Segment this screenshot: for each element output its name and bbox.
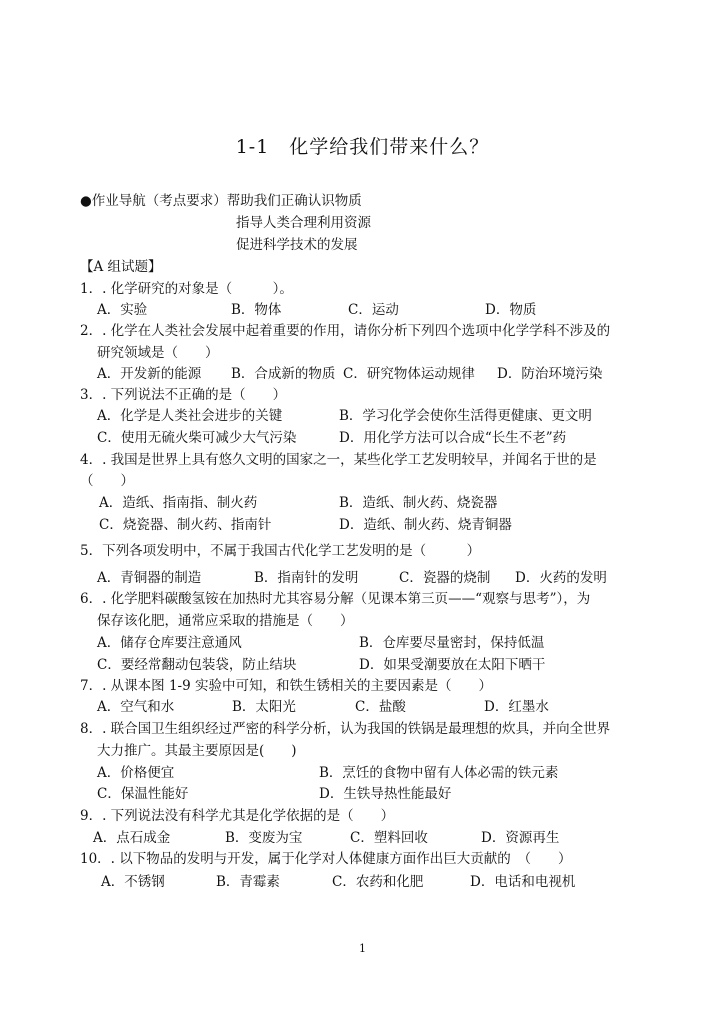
question-4-option-a: A．造纸、指南指、制火药 xyxy=(99,495,258,511)
question-7-option-b: B．太阳光 xyxy=(232,699,296,715)
question-8-stem: 8．. 联合国卫生组织经过严密的科学分析，认为我国的铁锅是最理想的炊具，并向全世界 xyxy=(80,721,611,737)
question-8-option-b: B．烹饪的食物中留有人体必需的铁元素 xyxy=(319,765,559,781)
question-9-option-c: C．塑料回收 xyxy=(350,830,428,846)
question-3-option-c: C．使用无硫火柴可减少大气污染 xyxy=(97,430,297,446)
question-6-option-c: C．要经常翻动包装袋，防止结块 xyxy=(97,657,297,673)
question-2-option-a: A．开发新的能源 xyxy=(97,366,202,382)
question-5-stem: 5．下列各项发明中，不属于我国古代化学工艺发明的是（ ） xyxy=(80,543,481,559)
question-1-option-d: D．物质 xyxy=(485,302,537,318)
question-2-option-c: C．研究物体运动规律 xyxy=(343,366,475,382)
group-a-heading: 【A 组试题】 xyxy=(80,259,162,275)
question-1-option-a: A．实验 xyxy=(97,302,148,318)
question-4-option-c: C．烧瓷器、制火药、指南针 xyxy=(99,517,272,533)
question-5-option-d: D．火药的发明 xyxy=(515,570,607,586)
question-5-option-c: C．瓷器的烧制 xyxy=(399,570,491,586)
question-5-option-b: B．指南针的发明 xyxy=(254,570,359,586)
question-4-option-d: D．造纸、制火药、烧青铜器 xyxy=(339,517,512,533)
question-9-option-d: D．资源再生 xyxy=(481,830,560,846)
question-8-option-c: C．保温性能好 xyxy=(97,786,189,802)
question-10-option-b: B．青霉素 xyxy=(216,874,280,890)
question-3-option-a: A．化学是人类社会进步的关键 xyxy=(97,408,283,424)
nav-line-1: ●作业导航（考点要求）帮助我们正确认识物质 xyxy=(80,193,362,209)
question-10-option-d: D．电话和电视机 xyxy=(470,874,576,890)
question-6-stem: 6．. 化学肥料碳酸氢铵在加热时尤其容易分解（见课本第三页——“观察与思考”），为 xyxy=(80,591,591,607)
question-9-option-b: B．变废为宝 xyxy=(225,830,303,846)
question-3-option-b: B．学习化学会使你生活得更健康、更文明 xyxy=(339,408,592,424)
question-2-stem: 2．. 化学在人类社会发展中起着重要的作用，请你分析下列四个选项中化学学科不涉及的 xyxy=(80,323,611,339)
question-9-option-a: A．点石成金 xyxy=(93,830,171,846)
question-7-option-d: D．红墨水 xyxy=(484,699,549,715)
question-3-stem: 3．. 下列说法不正确的是（ ） xyxy=(80,387,287,403)
question-7-option-a: A．空气和水 xyxy=(97,699,175,715)
question-8-stem-cont: 大力推广。其最主要原因是( ) xyxy=(97,743,297,759)
question-1-option-c: C．运动 xyxy=(348,302,399,318)
question-6-option-b: B．仓库要尽量密封，保持低温 xyxy=(359,635,545,651)
question-1-option-b: B．物体 xyxy=(231,302,282,318)
nav-line-2: 指导人类合理利用资源 xyxy=(236,215,371,231)
question-4-stem-cont: （ ） xyxy=(80,473,134,489)
question-6-stem-cont: 保存该化肥，通常应采取的措施是（ ） xyxy=(97,613,354,629)
question-1-stem: 1．. 化学研究的对象是（ ）。 xyxy=(80,281,293,297)
question-7-stem: 7．. 从课本图 1-9 实验中可知，和铁生锈相关的主要因素是（ ） xyxy=(80,678,492,694)
question-3-option-d: D．用化学方法可以合成“长生不老”药 xyxy=(339,430,567,446)
question-8-option-d: D．生铁导热性能最好 xyxy=(319,786,452,802)
question-6-option-d: D．如果受潮要放在太阳下晒干 xyxy=(359,657,546,673)
nav-line-3: 促进科学技术的发展 xyxy=(236,237,358,253)
question-4-stem: 4．. 我国是世界上具有悠久文明的国家之一，某些化学工艺发明较早，并闻名于世的是 xyxy=(80,452,597,468)
question-2-option-d: D．防治环境污染 xyxy=(497,366,603,382)
question-9-stem: 9．. 下列说法没有科学尤其是化学依据的是（ ） xyxy=(80,808,395,824)
question-5-option-a: A．青铜器的制造 xyxy=(97,570,202,586)
question-4-option-b: B．造纸、制火药、烧瓷器 xyxy=(339,495,498,511)
question-2-stem-cont: 研究领域是（ ） xyxy=(97,345,219,361)
question-10-stem: 10．. 以下物品的发明与开发，属于化学对人体健康方面作出巨大贡献的 （ ） xyxy=(80,851,572,867)
question-6-option-a: A．储存仓库要注意通风 xyxy=(97,635,242,651)
question-10-option-c: C．农药和化肥 xyxy=(332,874,424,890)
question-8-option-a: A．价格便宜 xyxy=(97,765,175,781)
question-7-option-c: C．盐酸 xyxy=(355,699,406,715)
question-10-option-a: A．不锈钢 xyxy=(101,874,165,890)
page-title: 1-1 化学给我们带来什么？ xyxy=(235,136,490,158)
page-number: 1 xyxy=(359,942,366,955)
question-2-option-b: B．合成新的物质 xyxy=(231,366,336,382)
